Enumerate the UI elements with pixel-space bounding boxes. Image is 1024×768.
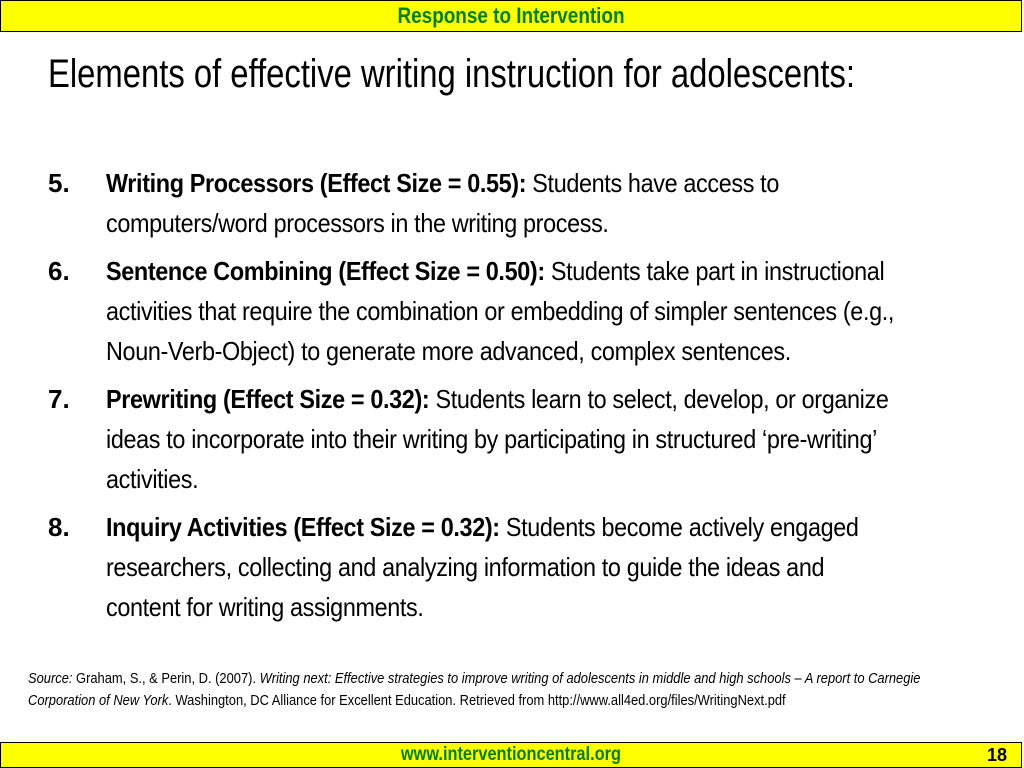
page-number: 18: [986, 745, 1007, 765]
item-body: [106, 163, 900, 243]
item-description: Students take part in instructional activities that require the combination or embedding of simpler sentences (e.g., Noun-Verb-Object) to generate more advanced, complex sentences.: [106, 256, 895, 366]
source-label: Source:: [28, 670, 73, 687]
slide-header-banner: [0, 0, 1022, 32]
footer-website-link[interactable]: www.interventioncentral.org: [400, 744, 622, 765]
list-item: [48, 251, 988, 371]
source-authors: Graham, S., & Perin, D. (2007).: [72, 670, 260, 687]
source-title: Writing next: Effective strategies to improve writing of adolescents in middle and high schools – A report to Carnegie Corporation of New York: [28, 670, 921, 709]
source-citation: [28, 668, 991, 712]
item-heading: Sentence Combining (Effect Size = 0.50):: [106, 256, 545, 286]
source-publisher: . Washington, DC Alliance for Excellent Education. Retrieved from http://www.all4ed.org/files/WritingNext.pdf: [168, 692, 786, 709]
item-description: Students learn to select, develop, or organize ideas to incorporate into their writing by participating in structured ‘pre-writing’ activities.: [106, 384, 889, 494]
list-item: [48, 507, 988, 627]
item-number: 5.: [48, 168, 70, 198]
item-body: [106, 379, 900, 499]
item-heading: Inquiry Activities (Effect Size = 0.32):: [106, 512, 500, 542]
item-body: [106, 507, 900, 627]
instruction-elements-list: [48, 163, 988, 635]
item-heading: Writing Processors (Effect Size = 0.55):: [106, 168, 527, 198]
item-heading: Prewriting (Effect Size = 0.32):: [106, 384, 430, 414]
item-number: 7.: [48, 384, 70, 414]
slide-title: Elements of effective writing instruction for adolescents:: [48, 52, 856, 96]
header-title: Response to Intervention: [397, 2, 625, 28]
list-item: [48, 163, 988, 243]
item-number: 8.: [48, 512, 70, 542]
item-number: 6.: [48, 256, 70, 286]
list-item: [48, 379, 988, 499]
item-body: [106, 251, 900, 371]
item-description: Students become actively engaged researchers, collecting and analyzing information to guide the ideas and content for writing assignments.: [106, 512, 859, 622]
slide-footer-banner: [0, 742, 1022, 768]
item-description: Students have access to computers/word processors in the writing process.: [106, 168, 779, 238]
